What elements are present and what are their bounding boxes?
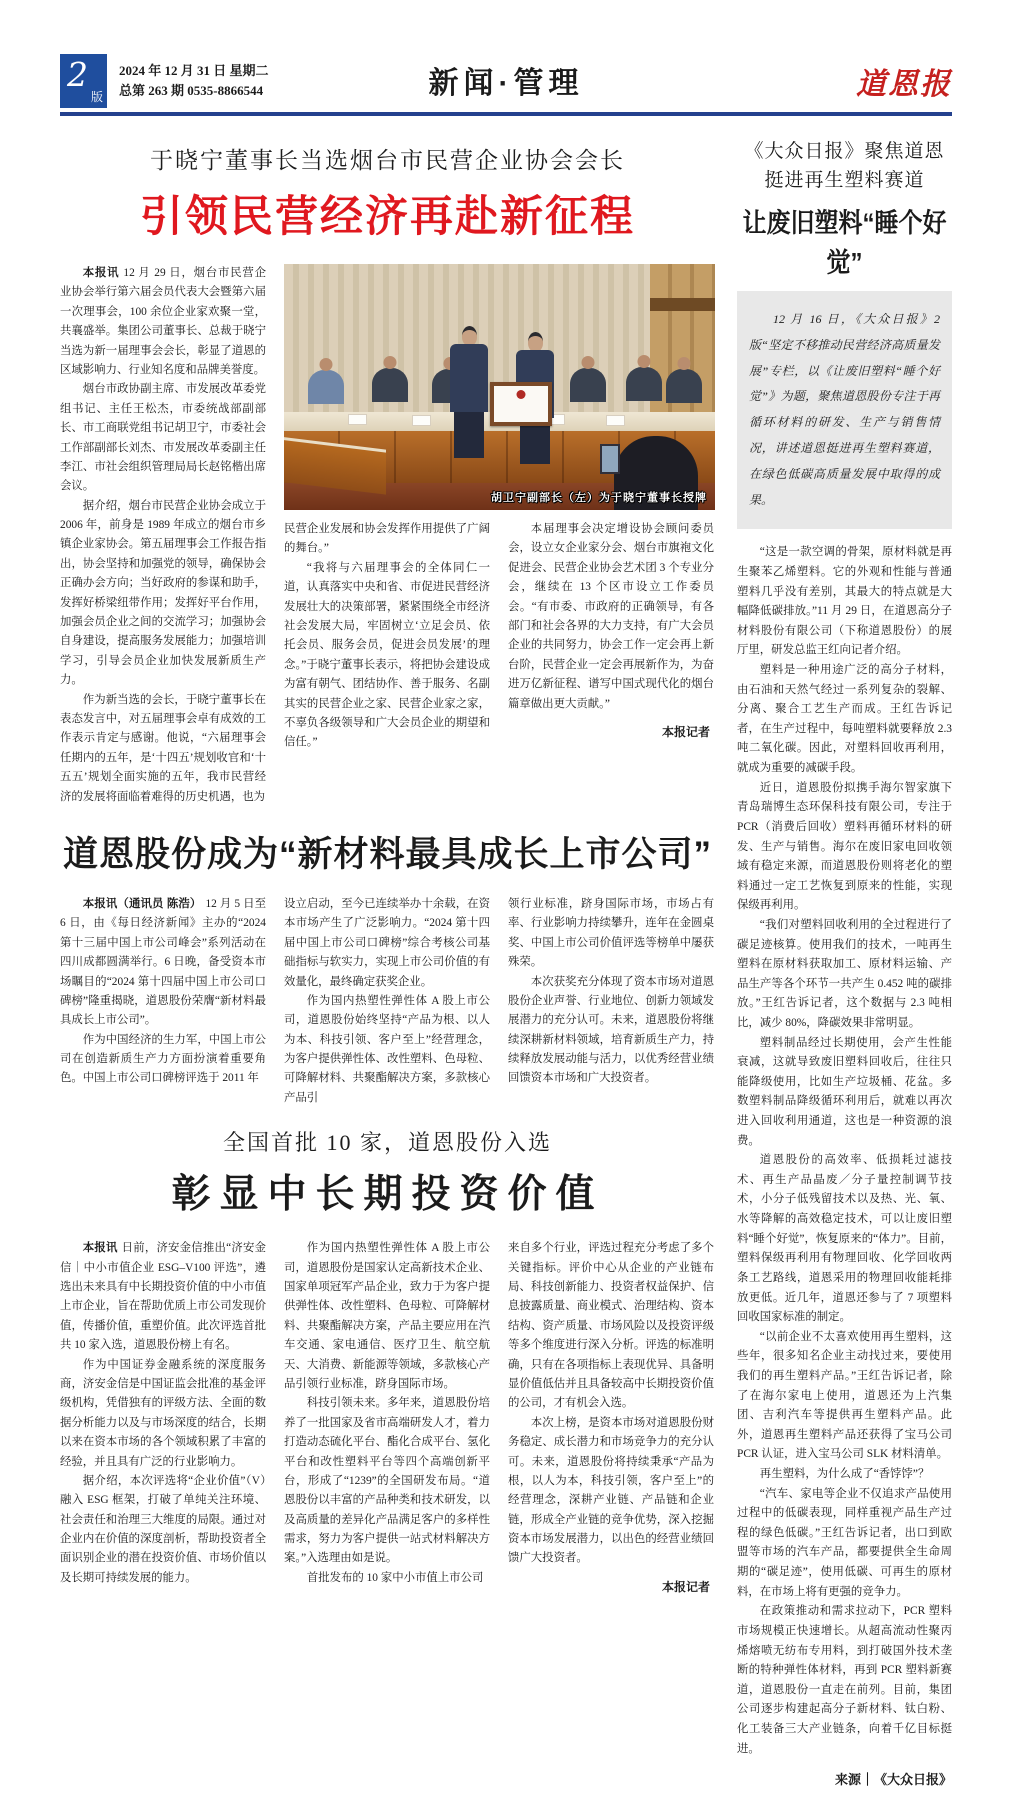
article-paragraph: 塑料制品经过长期使用，会产生性能衰减，这就导致废旧塑料回收后，往往只能降级使用，比如生产垃圾桶、花盆。多数塑料制品降级循环利用后，就难以再次进入回收利用通道，这也是一种资源的浪费。 [737,1036,952,1147]
seated-attendee [372,368,408,402]
article1-right-block [284,264,715,807]
page-number-box [60,54,107,108]
seated-attendee [570,368,606,402]
article-paragraph [60,1239,266,1355]
right-section [737,132,952,1788]
article-paragraph: “汽车、家电等企业不仅追求产品使用过程中的低碳表现，同样重视产品生产过程的绿色低碳。”王红告诉记者，出口到欧盟等市场的汽车产品，都要提供全生命周期的“碳足迹”，使用低碳、可再生的原材料，在市场上将有更强的竞争力。 [737,1487,952,1598]
article-3 [60,1126,715,1597]
article-paragraph: 作为中国经济的生力军，中国上市公司在创造新质生产力方面扮演着重要角色。中国上市公司口碑榜评选于 2011 年 [60,1033,266,1085]
issue-info [119,61,269,101]
article1-column-2 [284,520,490,753]
person-torso [450,344,488,412]
right-article-title: 让废旧塑料“睡个好觉” [742,208,947,279]
article-paragraph: 作为国内热塑性弹性体 A 股上市公司，道恩股份始终坚持“产品为根、以人为本、科技引领、客户至上”经营理念，为客户提供弹性体、改性塑料、色母粒、可降解材料、共聚酯解决方案，多款核心产品引 [284,994,490,1104]
seated-attendee [666,369,702,403]
table-name-card [412,415,431,426]
right-article-body [737,543,952,1759]
article1-byline: 本报记者 [661,724,710,739]
article-paragraph: 据介绍，烟台市民营企业协会成立于 2006 年，前身是 1989 年成立的烟台市乡镇企业家协会。第五届理事会工作报告指出，协会坚持和加强党的领导，确保协会正确办会方向；当好政府的参谋和助手，发挥好桥梁纽带作用；发挥好平台作用，加强会员企业之间的交流学习；加强协会自身建设，提高服务发展能力；加强培训学习，引导会员企业加快发展新质生产力。 [60,499,266,687]
page-number: 2 [67,55,88,94]
article1-column-1 [60,264,266,807]
news-photo [284,264,715,510]
article-paragraph: “这是一款空调的骨架，原材料就是再生聚苯乙烯塑料。它的外观和性能与普通塑料几乎没有差别，其最大的特点就是大幅降低碳排放。”11 月 29 日，在道恩高分子材料股份有限公司（下称道恩股份）的展厅里，研发总监王红向记者介绍。 [737,546,952,657]
article-paragraph: 再生塑料，为什么成了“香饽饽”？ [759,1468,930,1481]
lead-label: 本报讯 [82,267,120,279]
article2-title: 道恩股份成为“新材料最具成长上市公司” [62,834,712,874]
article-paragraph: 本次获奖充分体现了资本市场对道恩股份企业声誉、行业地位、创新力领域发展潜力的充分认可。未来，道恩股份将继续深耕新材料领域，培育新质生产力，持续释放发展动能与活力，以优秀经营业绩回馈资本市场和广大投资者。 [508,975,714,1085]
page-word: 版 [90,90,103,104]
article-paragraph: 作为中国证券金融系统的深度服务商，济安金信是中国证监会批准的基金评级机构，凭借独有的评级方法、全面的数据分析能力以及与市场深度的结合，长期以来在资本市场的各个领域积累了丰富的经验，并且具有广泛的行业影响力。 [60,1358,266,1468]
article-paragraph: 科技引领未来。多年来，道恩股份培养了一批国家及省市高端研发人才，着力打造动态硫化平台、酯化合成平台、氢化平台和改性塑料平台等四个高端创新平台，形成了“1239”的全国研发布局。“道恩股份以丰富的产品种类和技术研发，以及高质量的差异化产品满足客户的多样性需求，努力为客户提供一站式材料解决方案。”入选理由如是说。 [284,1397,490,1565]
article3-kicker: 全国首批 10 家，道恩股份入选 [222,1130,552,1156]
article-paragraph: 来自多个行业，评选过程充分考虑了多个关键指标。评价中心从企业的产业链布局、科技创新能力、投资者权益保护、信息披露质量、商业模式、治理结构、资本结构、资产质量、市场风险以及投资评级等多个维度进行深入分析。评选的标准明确，只有在各项指标上表现优异、具备明显价值低估并且具备较高中长期投资价值的公司，才有机会入选。 [508,1242,714,1410]
article-paragraph [60,895,266,1031]
person-head [528,332,543,352]
article2-column-1 [60,895,266,1108]
article-paragraph: 本届理事会决定增设协会顾问委员会，设立女企业家分会、烟台市旗袍文化促进会、民营企业协会艺术团 3 个专业分会，继续在 13 个区市设立工作委员会。“有市委、市政府的正确领导，有各部门和社会各界的大力支持，有广大会员企业的共同努力，协会工作一定会再上新台阶，民营企业一定会再展新作为，为奋进万亿新征程、谱写中国式现代化的烟台篇章做出更大贡献。” [508,523,714,710]
article-paragraph [60,264,266,380]
lead-label: 本报讯 [82,1242,118,1255]
article-paragraph: 本次上榜，是资本市场对道恩股份财务稳定、成长潜力和市场竞争力的充分认可。未来，道恩股份将持续秉承“产品为根，以人为本，科技引领，客户至上”的经营理念，深耕产业链、产品链和企业链，形成全产业链的竞争优势，深入挖掘资本市场发展潜力，以出色的经营业绩回馈广大投资者。 [508,1416,714,1565]
article1-title: 引领民营经济再赴新征程 [140,193,635,241]
article1-kicker: 于晓宁董事长当选烟台市民营企业协会会长 [150,148,625,173]
article-paragraph: “以前企业不太喜欢使用再生塑料，这些年，很多知名企业主动找过来，要使用我们的再生塑料产品。”王红告诉记者，除了在海尔家电上使用，道恩还为上汽集团、吉利汽车等提供再生塑料产品。此外，道恩再生塑料产品还获得了宝马公司 PCR 认证，进入宝马公司 SLK 材料清单。 [737,1330,952,1461]
article2-column-2 [284,895,490,1108]
table-name-card [606,415,625,426]
table-name-card [348,414,367,425]
masthead-logo: 道恩报 [856,67,952,102]
article-paragraph: 作为国内热塑性弹性体 A 股上市公司，道恩股份是国家认定高新技术企业、国家单项冠军产品企业，致力于为客户提供弹性体、改性塑料、色母粒、可降解材料、共聚酯解决方案，产品主要应用在汽车交通、家电通信、医疗卫生、航空航天、大消费、新能源等领域，多款核心产品引领行业标准，跻身国际市场。 [284,1242,490,1390]
photo-wall-beam [650,298,715,310]
left-section [60,132,715,1788]
article1-body [60,264,715,807]
article-paragraph: 设立启动，至今已连续举办十余载，在资本市场产生了广泛影响力。“2024 第十四届中国上市公司口碑榜”综合考核公司基础指标与软实力，实现上市公司价值的有效量化，最终确定获奖企业。 [284,897,490,988]
article-paragraph: 在政策推动和需求拉动下，PCR 塑料市场规模正快速增长。从超高流动性聚丙烯熔喷无纺布专用料，到打破国外技术垄断的特种弹性体材料，再到 PCR 塑料新赛道，道恩股份一直走在前列。目前，集团公司逐步构建起高分子新材料、钛白粉、化工装备三大产业链条，向着千亿目标挺进。 [737,1605,952,1755]
section-title: 新闻·管理 [428,67,584,100]
article3-column-1 [60,1239,266,1597]
article-2 [60,827,715,1108]
person-head [462,326,477,346]
paragraph-text: 日前，济安金信推出“济安金信｜中小市值企业 ESG–V100 评选”，遴选出未来具有中长期投资价值的中小市值上市企业，旨在帮助优质上市公司发现价值，传播价值，重塑价值。此次评选首批共 10 家入选，道恩股份榜上有名。 [60,1242,266,1352]
article3-column-2 [284,1239,490,1597]
article3-body [60,1239,715,1597]
article1-lower-columns [284,520,715,753]
right-article-source: 来源｜《大众日报》 [834,1772,952,1788]
article3-byline: 本报记者 [661,1579,710,1594]
article-paragraph: 民营企业发展和协会发挥作用提供了广阔的舞台。” [284,523,490,555]
article-paragraph: “我们对塑料回收利用的全过程进行了碳足迹核算。使用我们的技术，一吨再生塑料在原材料获取加工、原材料运输、产品生产等各个环节一共产生 0.452 吨的碳排放。”王红告诉记者，这个数据与 2.3 吨相比，减少 80%，降碳效果非常明显。 [737,918,952,1029]
seated-attendee [308,370,344,404]
right-kicker-line-1: 《大众日报》聚焦道恩 [744,141,945,162]
article2-column-3 [508,895,714,1108]
lead-label: 本报讯（通讯员 陈浩） [82,897,202,910]
article-paragraph: 领行业标准，跻身国际市场，市场占有率、行业影响力持续攀升，连年在金圆桌奖、中国上市公司价值评选等榜单中屡获殊荣。 [508,897,714,969]
paragraph-text: 12 月 5 日至 6 日，由《每日经济新闻》主办的“2024 第十三届中国上市公司峰会”系列活动在四川成都圆满举行。6 日晚，备受资本市场瞩目的“2024 第十四届中国上市公司口碑榜”隆重揭晓，道恩股份荣膺“新材料最具成长上市公司”。 [60,897,266,1027]
standing-official-left [450,326,488,458]
article1-column-3 [508,520,714,753]
article3-title: 彰显中长期投资价值 [171,1173,604,1217]
article-paragraph: 塑料是一种用途广泛的高分子材料，由石油和天然气经过一系列复杂的裂解、分离、聚合工艺生产而成。王红告诉记者，在生产过程中，每吨塑料就要释放 2.3 吨二氧化碳。因此，对塑料回收再利用，就成为重要的减碳手段。 [737,664,952,775]
date-line: 2024 年 12 月 31 日 星期二 [119,62,269,78]
seated-attendee [626,367,662,401]
article-paragraph: 近日，道恩股份拟携手海尔智家旗下青岛瑞博生态环保科技有限公司，专注于 PCR（消费后回收）塑料再循环材料的研发、生产与销售。海尔在废旧家电回收领域有稳定来源，而道恩股份则将老化的塑料通过一定工艺恢复到原来的性能，实现保级再利用。 [737,781,952,912]
page-header [60,50,952,116]
article-paragraph: 据介绍，本次评选将“企业价值”（V）融入 ESG 框架，打破了单纯关注环境、社会责任和治理三大维度的局限。通过对企业内在价值的深度剖析，帮助投资者全面识别企业的潜在投资价值、市场价值以及长期可持续发展的能力。 [60,1474,266,1584]
paragraph-text: 12 月 29 日，烟台市民营企业协会举行第六届会员代表大会暨第六届一次理事会，100 余位企业家欢聚一堂，共襄盛举。集团公司董事长、总裁于晓宁当选为新一届理事会会长，彰显了道恩的区域影响力、行业知名度和品牌美誉度。 [60,267,266,376]
right-article-kicker [737,138,952,195]
article-paragraph: 道恩股份的高效率、低损耗过滤技术、再生产品晶废／分子量控制调节技术，小分子低残留技术以及热、光、氧、水等降解的高效稳定技术，可以让废旧塑料“睡个好觉”，恢复原来的“体力”。目前，塑料保级再利用有物理回收、化学回收两条工艺路线，道恩采用的物理回收能耗排放更低。近几年，道恩还参与了 7 项塑料回收国家标准的制定。 [737,1154,952,1324]
article3-column-3 [508,1239,714,1597]
right-kicker-line-2: 挺进再生塑料赛道 [764,169,925,191]
article-paragraph: “我将与六届理事会的全体同仁一道，认真落实中央和省、市促进民营经济发展壮大的决策部署，紧紧围绕全市经济社会发展大局，牢固树立‘立足会员、依托会员、服务会员，促进会员发展’的理念。”于晓宁董事长表示，将把协会建设成为富有朝气、团结协作、善于服务、名副其实的民营企业之家、民营企业家之家，不辜负各级领导和广大会员企业的期望和信任。” [284,561,490,749]
article-paragraph: 首批发布的 10 家中小市值上市公司 [306,1571,484,1584]
article2-body [60,895,715,1108]
issue-line: 总第 263 期 0535-8866544 [119,83,264,98]
right-article-lede-box [737,291,952,529]
person-legs [454,412,484,458]
article-paragraph: 作为新当选的会长，于晓宁董事长在表态发言中，对五届理事会卓有成效的工作表示肯定与感谢。他说，“六届理事会任期内的五年，是‘十四五’规划收官和‘十五五’规划全面实施的五年，我市民营经济的发展将面临着难得的历史机遇，也为 [60,693,266,803]
article-1 [60,142,715,807]
photo-caption: 胡卫宁副部长（左）为于晓宁董事长授牌 [491,492,707,504]
article-paragraph: 烟台市政协副主席、市发展改革委党组书记、主任王松杰，市委统战部副部长、市工商联党组书记胡卫宁，市委社会工作部副部长刘杰、市发展改革委副主任李江、市社会组织管理局局长赵铭楷出席会议。 [60,383,266,493]
page-content [60,132,952,1788]
award-plaque [490,382,552,426]
lede-paragraph: 12 月 16 日，《大众日报》2 版“坚定不移推动民营经济高质量发展”专栏，以《让废旧塑料“睡个好觉”》为题，聚焦道恩股份专注于再循环材料的研发、生产与销售情况，讲述道恩挺进再生塑料赛道，在绿色低碳高质量发展中取得的成果。 [749,312,940,507]
